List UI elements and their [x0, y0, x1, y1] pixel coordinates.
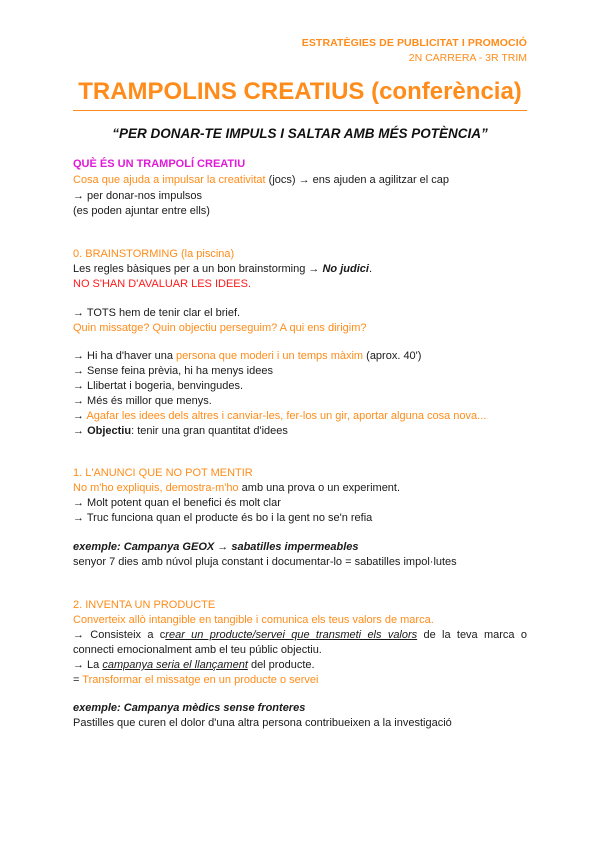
page-subtitle: “PER DONAR-TE IMPULS I SALTAR AMB MÉS POTÈNCIA”: [112, 126, 488, 141]
section-0-line-1-text: Les regles bàsiques per a un bon brainstorming →: [73, 263, 323, 275]
section-0-line-3: → TOTS hem de tenir clar el brief.: [73, 307, 241, 319]
section-0-line-7: → Llibertat i bogeria, benvingudes.: [73, 380, 243, 392]
section-0-line-8: → Més és millor que menys.: [73, 395, 212, 407]
course-name: ESTRATÈGIES DE PUBLICITAT I PROMOCIÓ: [301, 37, 527, 49]
title-underline: [73, 110, 527, 111]
section-0-line-5-text: → Hi ha d'haver una: [73, 350, 176, 362]
section-2-line-4-text: → La: [73, 659, 103, 671]
section-2-line-4-end: del producte.: [247, 659, 315, 671]
section-2-line-5-eq: =: [73, 674, 83, 686]
intro-heading: QUÈ ÉS UN TRAMPOLÍ CREATIU: [73, 158, 246, 170]
section-0-questions: Quin missatge? Quin objectiu perseguim? A qui ens dirigim?: [73, 322, 367, 334]
section-2-line-4-emphasis: campanya seria el llançament: [102, 659, 248, 671]
section-0-line-6: → Sense feina prèvia, hi ha menys idees: [73, 365, 273, 377]
section-0-line-9-arrow: →: [73, 410, 87, 422]
section-0-line-9-highlight: Agafar les idees dels altres i canviar-les, fer-los un gir, aportar alguna cosa nova...: [86, 410, 487, 422]
section-1-line-1: [73, 482, 400, 495]
section-0-line-10: [73, 425, 288, 438]
intro-line-1-rest: (jocs) → ens ajuden a agilitzar el cap: [265, 174, 450, 186]
section-1-heading: 1. L'ANUNCI QUE NO POT MENTIR: [73, 467, 253, 479]
page-title: TRAMPOLINS CREATIUS (conferència): [78, 78, 522, 105]
intro-line-1-highlight: Cosa que ajuda a impulsar la creativitat: [73, 174, 266, 186]
section-2-line-5-highlight: Transformar el missatge en un producte o servei: [82, 674, 319, 686]
section-2-line-2-end: de la teva marca o: [417, 629, 527, 641]
section-2-line-2-text: → Consisteix a c: [73, 629, 166, 641]
section-0-line-5: [73, 350, 421, 363]
section-2-line-2: [73, 629, 527, 642]
section-1-line-1-highlight: No m'ho expliquis, demostra-m'ho: [73, 482, 239, 494]
section-0-warning: NO S'HAN D'AVALUAR LES IDEES.: [73, 278, 252, 290]
section-0-heading: 0. BRAINSTORMING (la piscina): [73, 248, 235, 260]
section-2-line-1: Converteix allò intangible en tangible i comunica els teus valors de marca.: [73, 614, 434, 626]
course-term: 2N CARRERA - 3R TRIM: [408, 52, 527, 64]
section-1-line-1-rest: amb una prova o un experiment.: [238, 482, 401, 494]
section-2-line-5: [73, 674, 318, 687]
intro-line-1: [73, 174, 449, 187]
section-2-line-3: connecti emocionalment amb el teu públic objectiu.: [73, 644, 322, 656]
section-2-line-2-emphasis: rear un producte/servei que transmeti els valors: [165, 629, 418, 641]
intro-line-2: → per donar-nos impulsos: [73, 190, 203, 202]
section-0-line-1-end: .: [368, 263, 372, 275]
section-1-line-3: → Truc funciona quan el producte és bo i la gent no se'n refia: [73, 512, 373, 524]
section-0-line-10-rest: : tenir una gran quantitat d'idees: [131, 425, 288, 437]
section-2-example-title: exemple: Campanya mèdics sense fronteres: [73, 702, 306, 714]
section-2-example-desc: Pastilles que curen el dolor d'una altra persona contribueixen a la investigació: [73, 717, 452, 729]
section-0-line-10-arrow: →: [73, 425, 88, 437]
section-2-line-4: [73, 659, 315, 672]
section-0-line-5-highlight: persona que moderi i un temps màxim: [176, 350, 364, 362]
intro-line-3: (es poden ajuntar entre ells): [73, 205, 210, 217]
objectiu-label: Objectiu: [87, 425, 132, 437]
section-0-line-5-end: (aprox. 40'): [363, 350, 422, 362]
section-2-heading: 2. INVENTA UN PRODUCTE: [73, 599, 216, 611]
section-1-line-2: → Molt potent quan el benefici és molt clar: [73, 497, 281, 509]
section-0-line-1: [73, 263, 372, 276]
section-1-example-title: exemple: Campanya GEOX → sabatilles impermeables: [73, 541, 359, 553]
section-1-example-desc: senyor 7 dies amb núvol pluja constant i documentar-lo = sabatilles impol·lutes: [73, 556, 457, 568]
no-judici-emphasis: No judici: [322, 263, 369, 275]
section-0-line-9: [73, 410, 486, 423]
